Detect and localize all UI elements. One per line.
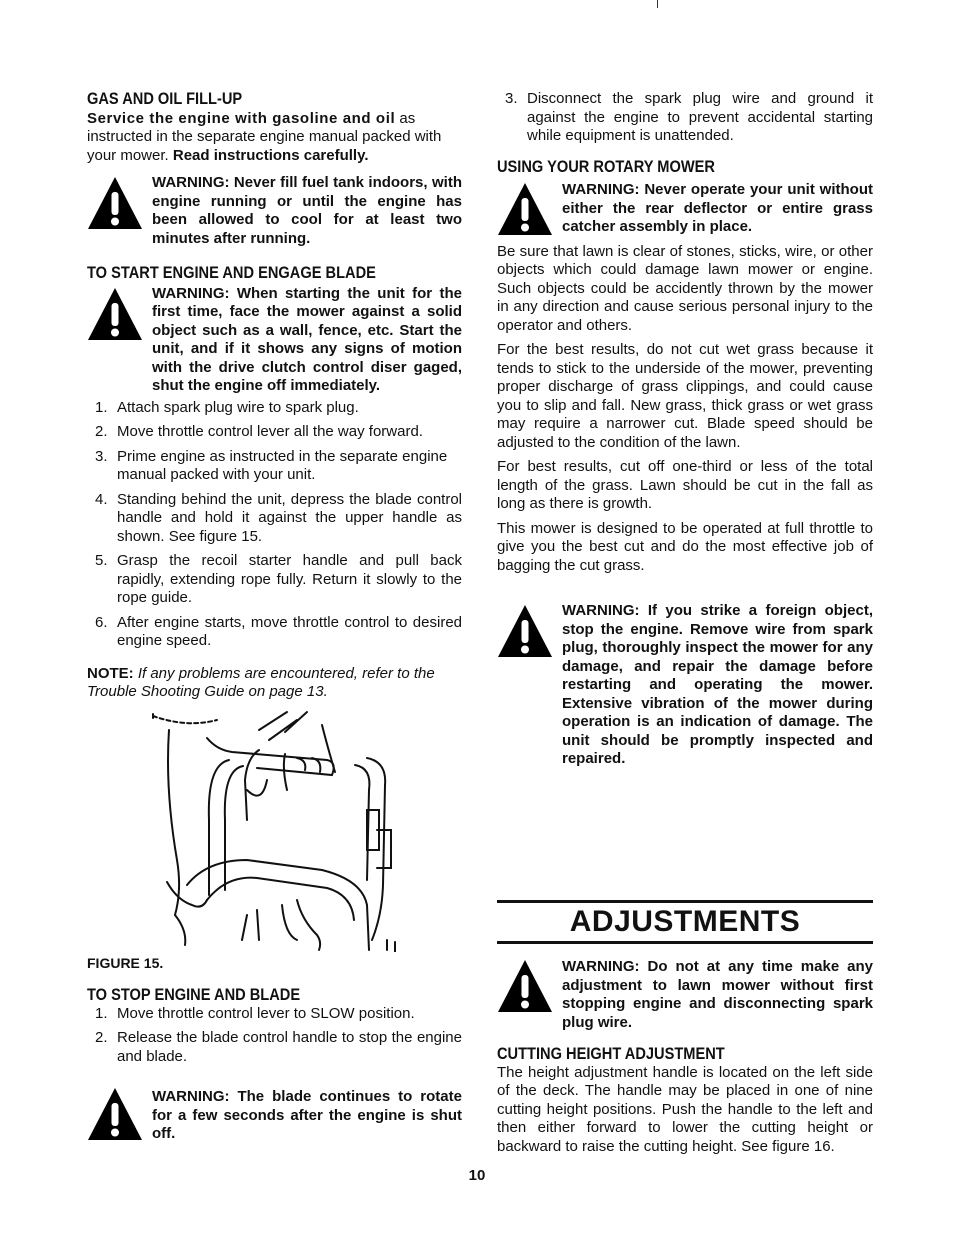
paragraph: For the best results, do not cut wet grass because it tends to stick to the underside of the mower, preventing proper discharge of grass clippings, and could cause you to slip and fall. New grass, thick grass or wet grass may require a narrower cut. Blade speed should be adjusted to the condition of the lawn.	[497, 341, 873, 451]
figure-15-illustration	[147, 710, 447, 952]
warning-triangle-icon	[87, 1086, 143, 1142]
gas-oil-heading: GAS AND OIL FILL-UP	[87, 89, 243, 108]
deflector-warning: WARNING: Never operate your unit without either the rear deflector or entire grass catcher assembly in place.	[497, 181, 873, 237]
list-item: 5. Grasp the recoil starter handle and pull back rapidly, extending rope fully. Return it slowly to the rope guide.	[95, 552, 462, 606]
foreign-object-warning: WARNING: If you strike a foreign object, stop the engine. Remove wire from spark plug, thoroughly inspect the mower for any damage, and repair the damage before restarting and operating the mower. Extensive vibration of the mower during operation is an indication of damage. The unit should be promptly inspected and repaired.	[497, 602, 873, 769]
stop-steps-list	[87, 1005, 462, 1067]
list-item: 3. Disconnect the spark plug wire and ground it against the engine to prevent accidental starting while equipment is unattended.	[505, 90, 873, 144]
paragraph: For best results, cut off one-third or less of the total length of the grass. Lawn should be cut in the fall as long as there is growth.	[497, 458, 873, 512]
scan-mark	[657, 0, 658, 8]
cutting-height-heading: CUTTING HEIGHT ADJUSTMENT	[497, 1044, 725, 1063]
right-column	[497, 90, 873, 769]
start-steps-list	[87, 399, 462, 651]
page-number: 10	[468, 1167, 486, 1184]
list-item: 2. Release the blade control handle to stop the engine and blade.	[95, 1029, 462, 1065]
stop-engine-heading: TO STOP ENGINE AND BLADE	[87, 985, 301, 1004]
adjustments-title: ADJUSTMENTS	[569, 905, 801, 938]
warning-triangle-icon	[497, 181, 553, 237]
fuel-warning: WARNING: Never fill fuel tank indoors, with engine running or until the engine has been allowed to cool for at least two minutes after running.	[87, 174, 462, 248]
left-column	[87, 90, 462, 1144]
adjustments-section	[497, 958, 873, 1156]
rotary-mower-heading: USING YOUR ROTARY MOWER	[497, 156, 715, 176]
list-item: 4. Standing behind the unit, depress the blade control handle and hold it against the upper handle as shown. See figure 15.	[95, 490, 462, 545]
paragraph: Be sure that lawn is clear of stones, sticks, wire, or other objects which could damage lawn mower or engine. Such objects could be accidently thrown by the mower in any direction and cause serious personal injury to the operator and others.	[497, 242, 873, 334]
warning-triangle-icon	[87, 286, 143, 342]
adjustment-warning: WARNING: Do not at any time make any adjustment to lawn mower without first stopping engine and disconnecting spark plug wire.	[497, 958, 873, 1032]
warning-triangle-icon	[87, 175, 143, 231]
start-engine-heading: TO START ENGINE AND ENGAGE BLADE	[87, 263, 376, 282]
list-item: 1. Attach spark plug wire to spark plug.	[95, 398, 359, 416]
note: NOTE: If any problems are encountered, refer to the Trouble Shooting Guide on page 13.	[87, 664, 435, 700]
paragraph: This mower is designed to be operated at full throttle to give you the best cut and do the most effective job of bagging the cut grass.	[497, 519, 873, 574]
blade-warning: WARNING: The blade continues to rotate for a few seconds after the engine is shut off.	[87, 1088, 462, 1144]
cutting-height-text: The height adjustment handle is located on the left side of the deck. The handle may be placed in one of nine cutting height positions. Push the handle to the left and then either forward to lower the cutting height or backward to raise the cutting height. See figure 16.	[497, 1063, 873, 1155]
list-item: 6. After engine starts, move throttle control to desired engine speed.	[95, 613, 462, 649]
warning-triangle-icon	[497, 603, 553, 659]
warning-triangle-icon	[497, 958, 553, 1014]
stop-steps-continued	[497, 90, 873, 146]
adjustments-banner	[497, 900, 873, 944]
list-item: 1. Move throttle control lever to SLOW position.	[95, 1004, 415, 1022]
start-warning: WARNING: When starting the unit for the first time, face the mower against a solid object such as a wall, fence, etc. Start the unit, and if it shows any signs of motion with the drive clutch control diser gaged, shut the engine off immediately.	[87, 285, 462, 396]
list-item: 3. Prime engine as instructed in the separate engine manual packed with your unit.	[95, 447, 448, 483]
figure-caption: FIGURE 15.	[87, 954, 164, 971]
gas-oil-intro: Service the engine with gasoline and oil as instructed in the separate engine manual packed with your mower. Read instructions carefully.	[87, 109, 442, 164]
list-item: 2. Move throttle control lever all the way forward.	[95, 423, 423, 440]
